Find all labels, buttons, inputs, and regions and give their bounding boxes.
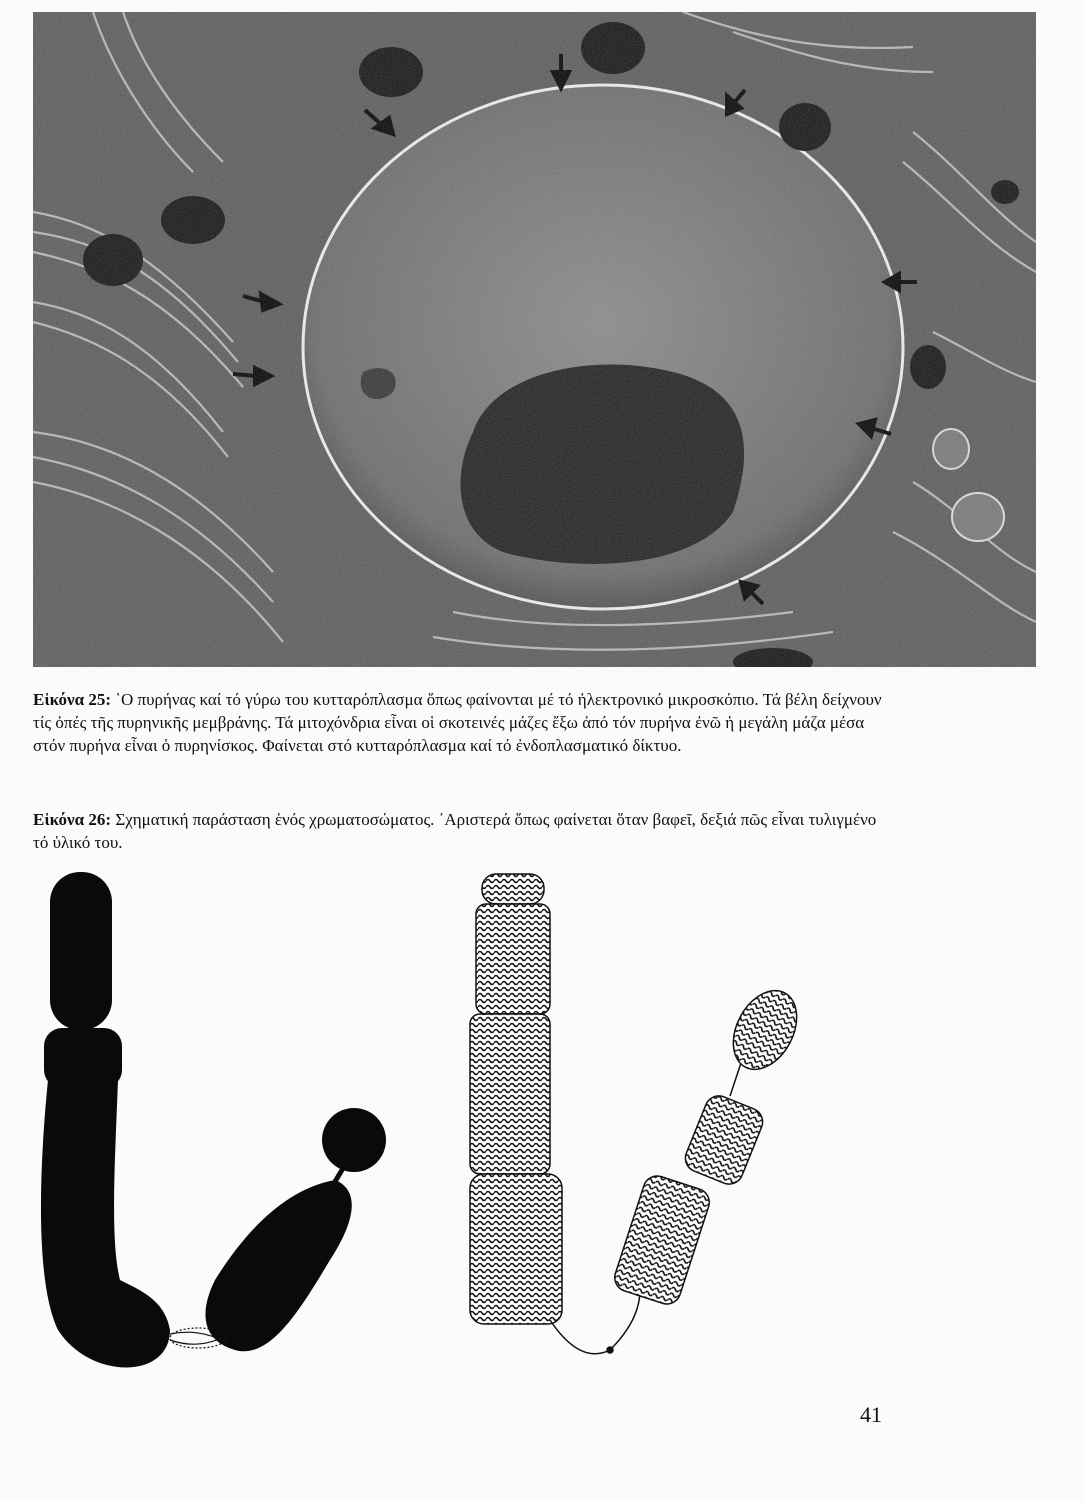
chromosome-diagram — [30, 860, 1030, 1380]
figure26-text: Σχηματική παράσταση ἑνός χρωματοσώματος. ᾿Αριστερά ὅπως φαίνεται ὅταν βαφεῖ, δεξιά πῶς εἶναι τυλιγμένο τό ὑλικό του. — [33, 810, 877, 852]
nucleus-micrograph — [33, 12, 1036, 667]
figure26-caption — [33, 808, 893, 854]
figure25-label: Εἰκόνα 25: — [33, 690, 112, 709]
figure25-text: ῾Ο πυρήνας καί τό γύρω του κυτταρόπλασμα ὅπως φαίνονται μέ τό ἠλεκτρονικό μικροσκόπιο. Τά βέλη δείχνουν τίς ὀπές τῆς πυρηνικῆς μεμβράνης. Τά μιτοχόνδρια εἶναι οἱ σκοτεινές μάζες ἔξω ἀπό τόν πυρήνα ἐνῶ ἡ μεγάλη μάζα μέσα στόν πυρήνα εἶναι ὁ πυρηνίσκος. Φαίνεται στό κυτταρόπλασμα καί τό ἐνδοπλασματικό δίκτυο. — [33, 690, 882, 755]
figure26-label: Εἰκόνα 26: — [33, 810, 112, 829]
stained-chromosome — [41, 872, 386, 1368]
coiled-chromosome — [470, 874, 809, 1354]
figure25-caption — [33, 688, 893, 757]
page-number: 41 — [860, 1402, 882, 1427]
